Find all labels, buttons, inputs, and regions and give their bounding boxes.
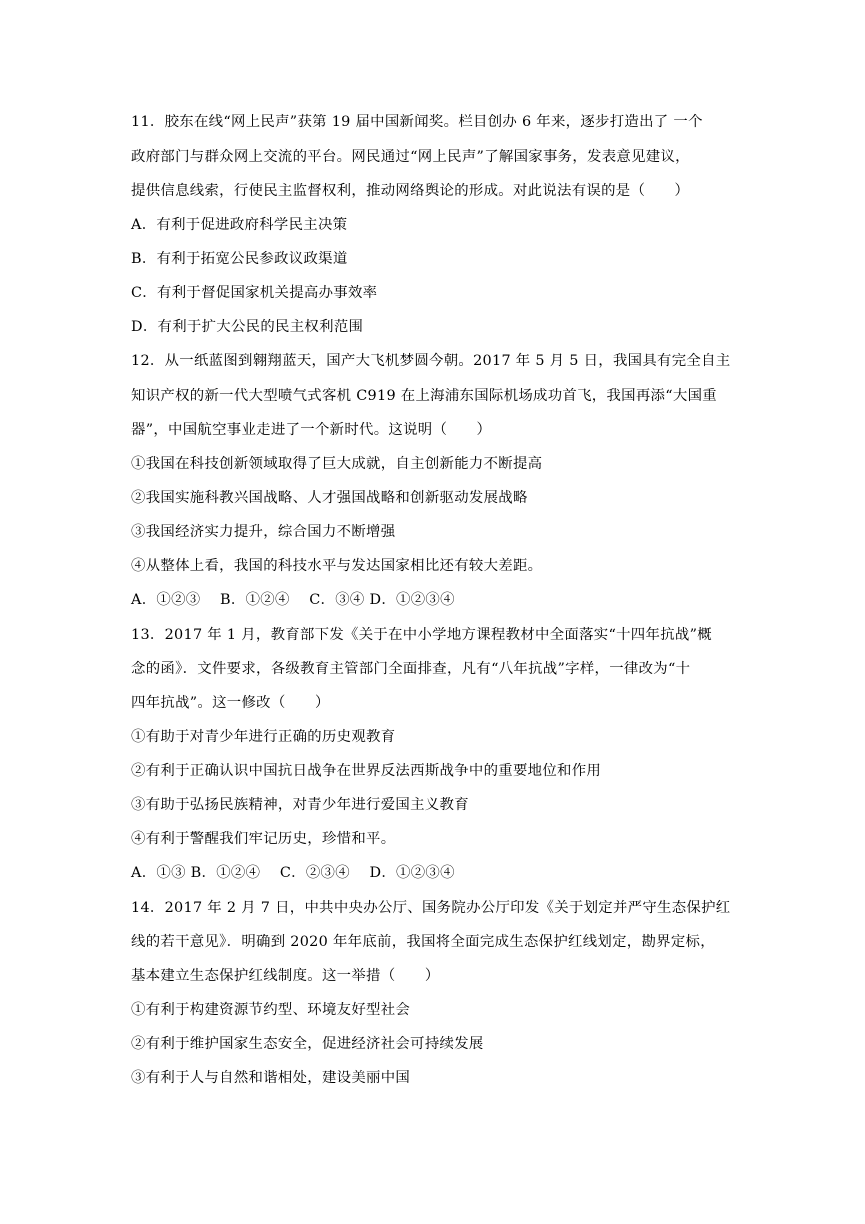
question-14-stem-line-2: 线的若干意见》．明确到 2020 年年底前，我国将全面完成生态保护红线划定，勘界定标， [131,934,715,950]
question-13-statement-3: ③有助于弘扬民族精神，对青少年进行爱国主义教育 [131,797,469,813]
question-14-statement-2: ②有利于维护国家生态安全，促进经济社会可持续发展 [131,1036,484,1052]
question-11-stem-line-2: 政府部门与群众网上交流的平台。网民通过“网上民声”了解国家事务，发表意见建议， [131,149,690,165]
question-13-stem-line-2: 念的函》．文件要求，各级教育主管部门全面排查，凡有“八年抗战”字样，一律改为“十 [131,661,691,677]
question-13-statement-4: ④有利于警醒我们牢记历史，珍惜和平。 [131,831,396,847]
question-14-statement-3: ③有利于人与自然和谐相处，建设美丽中国 [131,1070,411,1086]
question-13-statement-2: ②有利于正确认识中国抗日战争在世界反法西斯战争中的重要地位和作用 [131,763,602,779]
question-14-stem-line-1: 14．2017 年 2 月 7 日，中共中央办公厅、国务院办公厅印发《关于划定并严守生态保护红 [131,900,731,916]
question-13-statement-1: ①有助于对青少年进行正确的历史观教育 [131,729,396,745]
question-11-stem-line-1: 11．胶东在线“网上民声”获第 19 届中国新闻奖。栏目创办 6 年来，逐步打造出了 一个 [131,114,703,130]
question-11-option-c: C．有利于督促国家机关提高办事效率 [131,285,378,301]
question-13-stem-line-3: 四年抗战”。这一修改（ ） [131,695,330,711]
question-12-stem-line-1: 12．从一纸蓝图到翱翔蓝天，国产大飞机梦圆今朝。2017 年 5 月 5 日，我国具有完全自主 [131,353,731,369]
question-12-statement-1: ①我国在科技创新领域取得了巨大成就，自主创新能力不断提高 [131,456,543,472]
question-13-stem-line-1: 13．2017 年 1 月，教育部下发《关于在中小学地方课程教材中全面落实“十四年抗战”概 [131,627,712,643]
question-11-option-b: B．有利于拓宽公民参政议政渠道 [131,251,348,267]
question-12-stem-line-3: 器”，中国航空事业走进了一个新时代。这说明（ ） [131,422,492,438]
question-12-statement-4: ④从整体上看，我国的科技水平与发达国家相比还有较大差距。 [131,558,543,574]
question-11-option-a: A．有利于促进政府科学民主决策 [131,217,348,233]
question-14-stem-line-3: 基本建立生态保护红线制度。这一举措（ ） [131,968,440,984]
question-12-statement-2: ②我国实施科教兴国战略、人才强国战略和创新驱动发展战略 [131,490,528,506]
question-11-option-d: D．有利于扩大公民的民主权利范围 [131,319,364,335]
question-12-stem-line-2: 知识产权的新一代大型喷气式客机 C919 在上海浦东国际机场成功首飞，我国再添“大国重 [131,388,717,404]
question-12-statement-3: ③我国经济实力提升，综合国力不断增强 [131,524,396,540]
question-11-stem-line-3: 提供信息线索，行使民主监督权利，推动网络舆论的形成。对此说法有误的是（ ） [131,183,690,199]
question-14-statement-1: ①有利于构建资源节约型、环境友好型社会 [131,1002,411,1018]
question-12-answer-choices: A．①②③ B．①②④ C．③④ D．①②③④ [131,592,455,608]
question-13-answer-choices: A．①③ B．①②④ C．②③④ D．①②③④ [131,865,455,881]
